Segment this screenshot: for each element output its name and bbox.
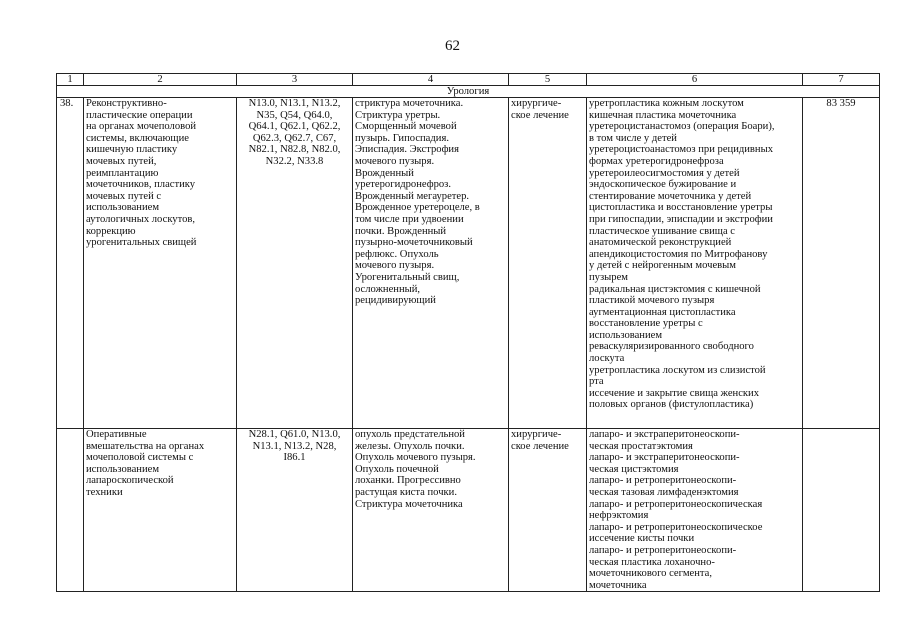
- cell-line: N28.1, Q61.0, N13.0,: [248, 429, 341, 440]
- column-number: 1: [57, 74, 84, 86]
- cell-line: уретропластика лоскутом из слизистой: [589, 364, 766, 376]
- table-row: [57, 98, 880, 429]
- cell-line: техники: [86, 486, 123, 498]
- cell-line: почки. Врожденный: [355, 225, 447, 237]
- cell-line: пластические операции: [86, 109, 193, 121]
- cell-line: Реконструктивно-: [86, 98, 167, 109]
- cell-line: Врожденный мегауретер.: [355, 190, 470, 202]
- cell-line: ческая тазовая лимфаденэктомия: [589, 486, 739, 498]
- cell-line: иссечение кисты почки: [589, 533, 695, 545]
- cell-line: пузырно-мочеточниковый: [355, 237, 473, 249]
- cell-line: иссечение и закрытие свища женских: [589, 387, 760, 399]
- cell-line: аутологичных лоскутов,: [86, 213, 196, 225]
- cell-line: ское лечение: [511, 109, 569, 121]
- treatment-type: [509, 429, 587, 592]
- section-row: [57, 86, 880, 98]
- cell-line: лапаро- и ретроперитонеоскопическая: [589, 498, 763, 510]
- cell-line: ческая простатэктомия: [589, 440, 693, 452]
- cell-line: N82.1, N82.8, N82.0,: [248, 144, 341, 156]
- cell-line: N13.1, N13.2, N28,: [252, 440, 337, 452]
- cell-line: лапаро- и экстраперитонеоскопи-: [589, 452, 740, 464]
- cell-line: Урогенитальный свищ,: [355, 271, 460, 283]
- cell-line: мочеточников, пластику: [86, 179, 196, 191]
- cell-line: N32.2, N33.8: [265, 155, 324, 167]
- cell-line: ческая цистэктомия: [589, 463, 679, 475]
- cell-line: апендикоцистостомия по Митрофанову: [589, 248, 768, 260]
- cell-line: хирургиче-: [511, 98, 562, 109]
- cell-line: у детей с нейрогенным мочевым: [589, 260, 736, 272]
- section-title: Урология: [57, 86, 880, 98]
- cell-line: Q62.3, Q62.7, C67,: [252, 132, 337, 144]
- cell-line: уретерогидронефроз.: [355, 179, 452, 191]
- cell-line: рецидивирующий: [355, 295, 436, 307]
- procedure-name: [84, 98, 237, 429]
- cell-line: стриктура мочеточника.: [355, 98, 464, 109]
- cell-line: на органах мочеполовой: [86, 121, 197, 133]
- cell-line: использованием: [589, 329, 663, 341]
- column-number: 6: [587, 74, 803, 86]
- cell-line: цистопластика и восстановление уретры: [589, 202, 773, 214]
- cell-line: использованием: [86, 202, 160, 214]
- cell-line: растущая киста почки.: [355, 486, 457, 498]
- cell-line: N13.0, N13.1, N13.2,: [248, 98, 341, 109]
- row-number: [57, 429, 84, 592]
- price: 83 359: [803, 98, 880, 429]
- cell-line: системы, включающие: [86, 132, 189, 144]
- cell-line: вмешательства на органах: [86, 440, 205, 452]
- cell-line: анатомической реконструкцией: [589, 237, 732, 249]
- cell-line: Сморщенный мочевой: [355, 121, 457, 133]
- cell-line: использованием: [86, 463, 160, 475]
- cell-line: стентирование мочеточника у детей: [589, 190, 752, 202]
- patient-model: [353, 98, 509, 429]
- cell-line: лапаро- и ретроперитонеоскопи-: [589, 475, 737, 487]
- page-number: 62: [445, 38, 460, 54]
- cell-line: том числе при удвоении: [355, 213, 464, 225]
- cell-line: Стриктура уретры.: [355, 109, 441, 121]
- cell-line: формах уретерогидронефроза: [589, 155, 724, 167]
- column-number: 7: [803, 74, 880, 86]
- treatment-methods: [587, 98, 803, 429]
- patient-model: [353, 429, 509, 592]
- cell-line: пластическое ушивание свища с: [589, 225, 736, 237]
- icd-codes: [237, 98, 353, 429]
- column-number-row: [57, 74, 880, 86]
- cell-line: железы. Опухоль почки.: [355, 440, 465, 452]
- cell-line: пузырь. Гипоспадия.: [355, 132, 449, 144]
- cell-line: ское лечение: [511, 440, 569, 452]
- cell-line: Опухоль почечной: [355, 463, 439, 475]
- procedure-name: [84, 429, 237, 592]
- cell-line: N35, Q54, Q64.0,: [256, 109, 333, 121]
- cell-line: мочеполовой системы с: [86, 452, 194, 464]
- cell-line: мочеточникового сегмента,: [589, 568, 713, 580]
- cell-line: лапаро- и экстраперитонеоскопи-: [589, 429, 740, 440]
- cell-line: осложненный,: [355, 283, 421, 295]
- icd-codes: [237, 429, 353, 592]
- column-number: 2: [84, 74, 237, 86]
- cell-line: уретероилеосигмостомия у детей: [589, 167, 740, 179]
- cell-line: мочевых путей с: [86, 190, 162, 202]
- cell-line: Q64.1, Q62.1, Q62.2,: [248, 121, 341, 133]
- cell-line: Врожденное уретероцеле, в: [355, 202, 480, 214]
- cell-line: мочевого пузыря.: [355, 155, 435, 167]
- cell-line: Опухоль мочевого пузыря.: [355, 452, 476, 464]
- cell-line: половых органов (фистулопластика): [589, 399, 754, 411]
- cell-line: опухоль предстательной: [355, 429, 465, 440]
- cell-line: кишечную пластику: [86, 144, 178, 156]
- treatment-type: [509, 98, 587, 429]
- cell-line: лапароскопической: [86, 475, 174, 487]
- cell-line: мочевых путей,: [86, 155, 157, 167]
- cell-line: I86.1: [283, 452, 306, 464]
- cell-line: урогенитальных свищей: [86, 237, 197, 249]
- cell-line: в том числе у детей: [589, 132, 677, 144]
- cell-line: лоханки. Прогрессивно: [355, 475, 461, 487]
- cell-line: мочеточника: [589, 579, 647, 591]
- cell-line: лапаро- и ретроперитонеоскопическое: [589, 521, 763, 533]
- cell-line: нефрэктомия: [589, 510, 649, 522]
- cell-line: восстановление уретры с: [589, 318, 703, 330]
- cell-line: лоскута: [589, 353, 625, 365]
- cell-line: эндоскопическое бужирование и: [589, 179, 737, 191]
- cell-line: уретероцистоанастомоз при рецидивных: [589, 144, 774, 156]
- column-number: 5: [509, 74, 587, 86]
- cell-line: лапаро- и ретроперитонеоскопи-: [589, 544, 737, 556]
- treatment-methods: [587, 429, 803, 592]
- cell-line: кишечная пластика мочеточника: [589, 109, 737, 121]
- table-row: [57, 429, 880, 592]
- cell-line: радикальная цистэктомия с кишечной: [589, 283, 761, 295]
- cell-line: при гипоспадии, эписпадии и экстрофии: [589, 213, 773, 225]
- price: [803, 429, 880, 592]
- cell-line: реваскуляризированного свободного: [589, 341, 754, 353]
- cell-line: хирургиче-: [511, 429, 562, 440]
- cell-line: пластикой мочевого пузыря: [589, 295, 715, 307]
- cell-line: Врожденный: [355, 167, 414, 179]
- cell-line: Оперативные: [86, 429, 147, 440]
- column-number: 4: [353, 74, 509, 86]
- cell-line: уретропластика кожным лоскутом: [589, 98, 744, 109]
- cell-line: рефлюкс. Опухоль: [355, 248, 439, 260]
- cell-line: аугментационная цистопластика: [589, 306, 736, 318]
- procedures-table: [56, 73, 880, 592]
- cell-line: пузырем: [589, 271, 628, 283]
- cell-line: Эписпадия. Экстрофия: [355, 144, 459, 156]
- row-number: 38.: [57, 98, 84, 429]
- cell-line: мочевого пузыря.: [355, 260, 435, 272]
- cell-line: Стриктура мочеточника: [355, 498, 463, 510]
- cell-line: коррекцию: [86, 225, 136, 237]
- cell-line: рта: [589, 376, 604, 388]
- cell-line: реимплантацию: [86, 167, 159, 179]
- column-number: 3: [237, 74, 353, 86]
- cell-line: уретероцистанастомоз (операция Боари),: [589, 121, 775, 133]
- cell-line: ческая пластика лоханочно-: [589, 556, 715, 568]
